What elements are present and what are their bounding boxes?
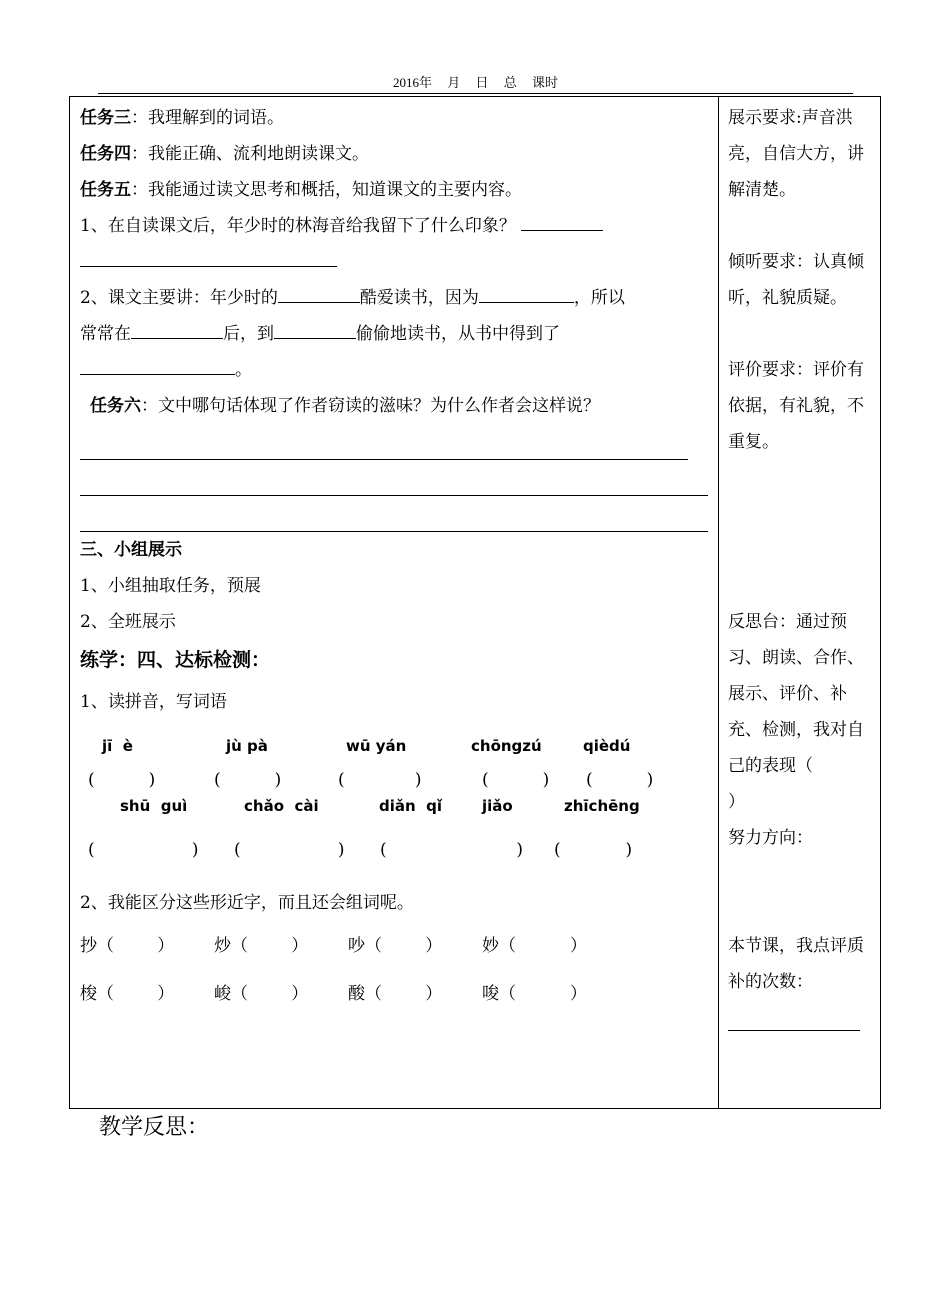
main-column	[80, 100, 712, 1010]
pinyin-item: wū yán	[346, 737, 407, 755]
char-row-2	[80, 974, 712, 1010]
section-3-item-2: 2、全班展示	[80, 612, 176, 632]
pinyin-row-1	[80, 724, 712, 762]
task-3: 任务三：我理解到的词语。	[80, 108, 284, 128]
answer-box[interactable]: ( )	[338, 770, 422, 790]
header-year: 2016年	[392, 75, 432, 90]
pinyin-item: jī è	[102, 737, 133, 755]
pinyin-item: qièdú	[583, 737, 631, 755]
header-day: 日	[475, 75, 489, 90]
pinyin-item: diǎn qǐ	[379, 797, 443, 815]
char-item[interactable]: 酸（ ）	[348, 984, 443, 1004]
exercise-1: 1、读拼音，写词语	[80, 692, 227, 712]
answer-blank[interactable]	[274, 316, 356, 339]
char-item[interactable]: 吵（ ）	[348, 936, 443, 956]
display-requirement: 展示要求:声音洪亮，自信大方，讲解清楚。	[728, 108, 864, 200]
char-item[interactable]: 峻（ ）	[214, 984, 309, 1004]
task-4: 任务四：我能正确、流利地朗读课文。	[80, 144, 369, 164]
task-5: 任务五：我能通过读文思考和概括，知道课文的主要内容。	[80, 180, 522, 200]
char-item[interactable]: 妙（ ）	[482, 936, 588, 956]
column-divider	[718, 96, 719, 1109]
answer-row-1	[80, 762, 712, 788]
answer-box[interactable]: ( )	[88, 770, 156, 790]
question-1: 1、在自读课文后，年少时的林海音给我留下了什么印象？	[80, 208, 712, 244]
pinyin-item: jù pà	[226, 737, 268, 755]
side-column	[728, 100, 876, 1031]
header-total: 总	[503, 75, 517, 90]
answer-box[interactable]: ( )	[214, 770, 282, 790]
tutor-count-blank[interactable]	[728, 1000, 860, 1031]
effort-direction: 努力方向：	[728, 828, 813, 848]
char-item[interactable]: 唆（ ）	[482, 984, 588, 1004]
pinyin-item: chōngzú	[471, 737, 542, 755]
answer-blank[interactable]	[278, 280, 360, 303]
answer-line[interactable]	[80, 424, 688, 460]
answer-box[interactable]: ( )	[88, 840, 199, 860]
header-lesson: 课时	[532, 75, 559, 90]
pinyin-item: jiǎo	[482, 797, 513, 815]
listen-requirement: 倾听要求：认真倾听，礼貌质疑。	[728, 252, 864, 308]
question-1-line	[80, 244, 712, 280]
char-item[interactable]: 抄（ ）	[80, 936, 175, 956]
answer-blank[interactable]	[80, 244, 337, 267]
question-2-cont: 常常在 后，到 偷偷地读书，从书中得到了	[80, 316, 712, 352]
evaluation-requirement: 评价要求：评价有依据，有礼貌，不重复。	[728, 360, 864, 452]
answer-box[interactable]: ( )	[380, 840, 523, 860]
pinyin-item: shū guì	[120, 797, 188, 815]
answer-blank[interactable]	[80, 352, 235, 375]
answer-line[interactable]	[80, 460, 708, 496]
char-row-1	[80, 924, 712, 974]
question-2-end: 。	[80, 352, 712, 388]
answer-box[interactable]: ( )	[554, 840, 633, 860]
pinyin-item: chǎo cài	[244, 797, 319, 815]
section-4-title: 练学：四、达标检测：	[80, 649, 271, 671]
answer-row-2	[80, 832, 712, 882]
question-2: 2、课文主要讲：年少时的 酷爱读书，因为 ，所以	[80, 280, 712, 316]
header-month: 月	[447, 75, 461, 90]
answer-box[interactable]: ( )	[586, 770, 654, 790]
answer-blank[interactable]	[131, 316, 223, 339]
tutor-count: 本节课，我点评质补的次数：	[728, 936, 864, 992]
section-3-title: 三、小组展示	[80, 540, 182, 560]
reflection-table: 反思台：通过预习、朗读、合作、展示、评价、补充、检测，我对自己的表现（ ）	[728, 612, 864, 812]
answer-line[interactable]	[80, 496, 708, 532]
answer-box[interactable]: ( )	[234, 840, 345, 860]
section-3-item-1: 1、小组抽取任务，预展	[80, 576, 261, 596]
teaching-reflection: 教学反思：	[99, 1115, 210, 1140]
char-item[interactable]: 炒（ ）	[214, 936, 309, 956]
task-6: 任务六：文中哪句话体现了作者窃读的滋味？为什么作者会这样说？	[90, 396, 600, 416]
answer-blank[interactable]	[479, 280, 574, 303]
pinyin-row-2	[80, 788, 712, 832]
exercise-2: 2、我能区分这些形近字，而且还会组词呢。	[80, 893, 414, 913]
pinyin-item: zhīchēng	[564, 797, 640, 815]
page-header	[98, 74, 853, 94]
answer-box[interactable]: ( )	[482, 770, 550, 790]
answer-blank[interactable]	[521, 208, 603, 231]
char-item[interactable]: 梭（ ）	[80, 984, 175, 1004]
